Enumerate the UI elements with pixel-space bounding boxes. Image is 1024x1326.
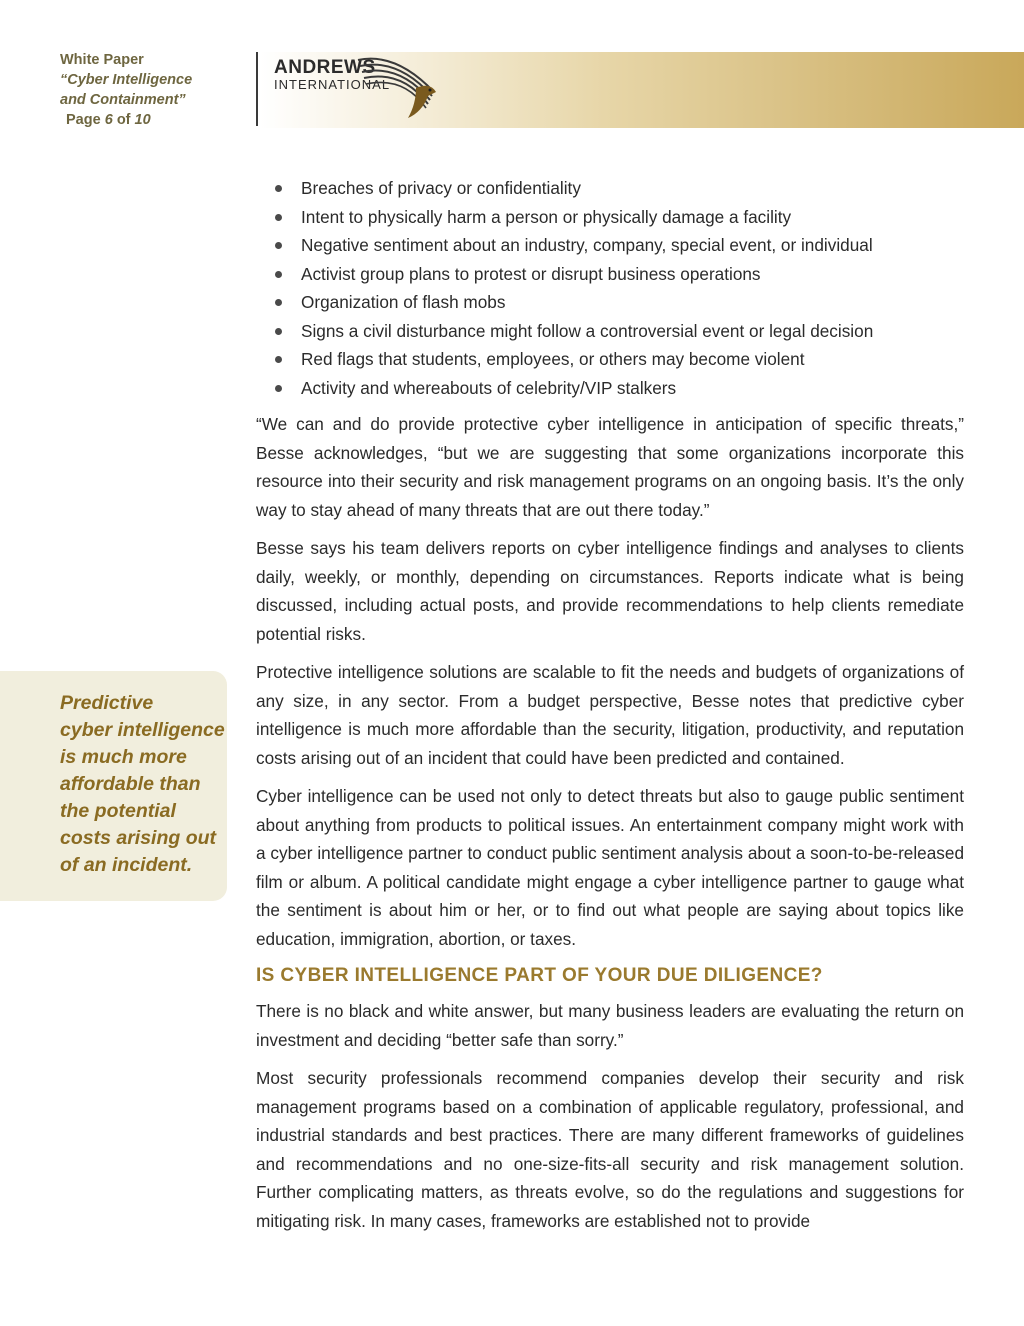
bullet-icon <box>275 242 282 249</box>
bullet-text: Signs a civil disturbance might follow a controversial event or legal decision <box>301 320 874 341</box>
bullet-text: Organization of flash mobs <box>301 292 506 312</box>
pull-quote-line: Predictive <box>60 692 154 714</box>
list-item <box>256 317 964 346</box>
list-item <box>256 374 964 403</box>
paragraph: There is no black and white answer, but many business leaders are evaluating the return on investment and deciding “better safe than sorry.” <box>256 1001 964 1050</box>
list-item <box>256 174 964 203</box>
header-banner <box>260 52 1024 128</box>
pull-quote-line: cyber intelligence <box>60 719 225 741</box>
bullet-text: Activity and whereabouts of celebrity/VIP stalkers <box>301 377 677 398</box>
page-word: Page <box>66 112 101 128</box>
bullet-icon <box>275 328 282 335</box>
logo-subtitle: INTERNATIONAL <box>274 77 391 92</box>
list-item <box>256 288 964 317</box>
list-item <box>256 231 964 260</box>
pull-quote-line: affordable than <box>60 773 201 795</box>
document-meta <box>60 50 240 130</box>
bullet-text: Intent to physically harm a person or physically damage a facility <box>301 206 792 227</box>
paragraph: Besse says his team delivers reports on cyber intelligence findings and analyses to clients daily, weekly, or monthly, depending on circumstances. Reports indicate what is being discussed, including actual posts, and provide recommendations to help clients remediate potential risks. <box>256 538 964 644</box>
page-indicator <box>60 110 240 130</box>
pull-quote <box>60 690 225 879</box>
bullet-icon <box>275 185 282 192</box>
bullet-text: Negative sentiment about an industry, company, special event, or individual <box>301 235 873 255</box>
paragraph: “We can and do provide protective cyber intelligence in anticipation of specific threats,” Besse acknowledges, “but we are suggesting that some organizations incorporate this resource into their security and risk management programs on an ongoing basis. It’s the only way to stay ahead of many threats that are out there today.” <box>256 414 964 520</box>
doc-type: White Paper <box>60 52 144 68</box>
pull-quote-line: costs arising out <box>60 827 217 849</box>
eagle-icon <box>356 52 456 128</box>
page-current: 6 <box>104 112 113 128</box>
page-total: 10 <box>134 112 151 128</box>
logo-title: ANDREWS <box>274 57 376 78</box>
page-of: of <box>116 112 131 128</box>
list-item <box>256 260 964 289</box>
list-item <box>256 203 964 232</box>
bullet-icon <box>275 356 282 363</box>
paragraph: Cyber intelligence can be used not only to detect threats but also to gauge public sentiment about anything from products to political issues. An entertainment company might work with a cyber intelligence partner to conduct public sentiment analysis about a soon-to-be-released film or album. A political candidate might engage a cyber intelligence partner to gauge what the sentiment is about him or her, or to find out what people are saying about topics like education, immigration, abortion, or taxes. <box>256 786 964 949</box>
pull-quote-line: of an incident. <box>60 854 193 876</box>
pull-quote-line: the potential <box>60 800 176 822</box>
bullet-icon <box>275 214 282 221</box>
main-content <box>256 174 964 1245</box>
bullet-text: Activist group plans to protest or disrupt business operations <box>301 263 761 284</box>
header-divider <box>256 52 258 126</box>
doc-title-line1: “Cyber Intelligence <box>60 72 193 88</box>
doc-title-line2: and Containment” <box>60 92 186 108</box>
bullet-list <box>256 174 964 402</box>
pull-quote-line: is much more <box>60 746 187 768</box>
paragraph: Most security professionals recommend companies develop their security and risk management programs based on a combination of applicable regulatory, professional, and industrial standards and best practices. There are many different frameworks of guidelines and recommendations and no one-size-fits-all security and risk management solution. Further complicating matters, as threats evolve, so do the regulations and suggestions for mitigating risk. In many cases, frameworks are established not to provide <box>256 1068 964 1231</box>
bullet-icon <box>275 385 282 392</box>
bullet-text: Breaches of privacy or confidentiality <box>301 178 581 198</box>
bullet-text: Red flags that students, employees, or others may become violent <box>301 349 805 369</box>
paragraph: Protective intelligence solutions are scalable to fit the needs and budgets of organizations of any size, in any sector. From a budget perspective, Besse notes that predictive cyber intelligence is much more affordable than the security, litigation, productivity, and reputation costs arising out of an incident that could have been predicted and contained. <box>256 662 964 768</box>
section-heading: IS CYBER INTELLIGENCE PART OF YOUR DUE DILIGENCE? <box>256 965 823 986</box>
list-item <box>256 345 964 374</box>
bullet-icon <box>275 271 282 278</box>
bullet-icon <box>275 299 282 306</box>
